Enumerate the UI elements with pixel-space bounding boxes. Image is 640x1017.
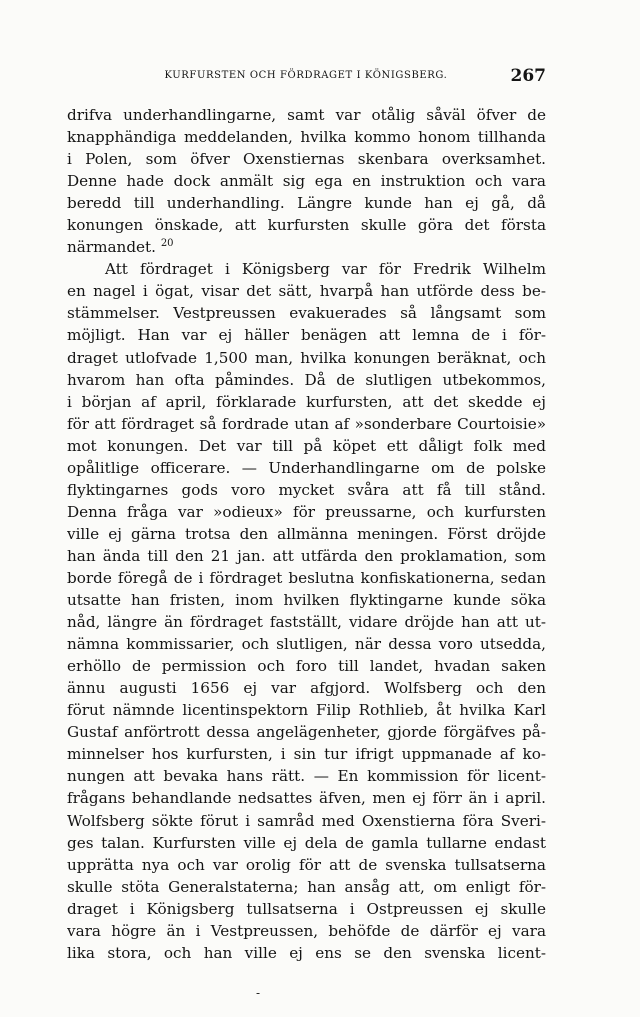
page-header — [66, 66, 546, 90]
text-line — [67, 721, 546, 743]
text-line-content: knapphändiga meddelanden, hvilka kommo honom tillhanda — [67, 128, 546, 147]
text-line-content: borde föregå de i fördraget beslutna konfiskationerna, sedan — [67, 568, 546, 587]
text-line — [67, 324, 546, 346]
text-line — [67, 523, 546, 545]
text-line-content: förut nämnde licentinspektorn Filip Rothlieb, åt hvilka Karl — [67, 701, 546, 720]
text-line-content: Wolfsberg sökte förut i samråd med Oxenstierna föra Sveri- — [67, 811, 546, 830]
text-line — [67, 214, 546, 236]
bottom-mark: - — [256, 986, 261, 1000]
footnote-reference: 20 — [160, 238, 174, 250]
text-line — [67, 567, 546, 589]
text-line-content: utsatte han fristen, inom hvilken flyktingarne kunde söka — [67, 591, 546, 610]
body-text — [67, 104, 546, 964]
text-line — [67, 655, 546, 677]
running-title: KURFURSTEN OCH FÖRDRAGET I KÖNIGSBERG. — [164, 70, 448, 81]
text-line-content: vara högre än i Vestpreussen, behöfde de därför ej vara — [67, 921, 546, 940]
text-line-content: nungen att bevaka hans rätt. — En kommission för licent- — [67, 767, 546, 786]
text-line-content: ges talan. Kurfursten ville ej dela de gamla tullarne endast — [67, 833, 546, 852]
text-line — [67, 302, 546, 324]
text-line — [67, 699, 546, 721]
text-line-content: skulle stöta Generalstaterna; han ansåg att, om enligt för- — [67, 877, 546, 896]
text-line — [67, 898, 546, 920]
text-line-content: mot konungen. Det var till på köpet ett dåligt folk med — [67, 436, 546, 455]
text-line-content: ville ej gärna trotsa den allmänna meningen. Först dröjde — [67, 524, 546, 543]
text-line-content: opålitlige officerare. — Underhandlingarne om de polske — [67, 458, 546, 477]
text-line — [67, 876, 546, 898]
text-line — [67, 854, 546, 876]
text-line-content: Denna fråga var »odieux» för preussarne, och kurfursten — [67, 502, 546, 521]
text-line — [67, 391, 546, 413]
text-line-content: frågans behandlande nedsattes äfven, men ej förr än i april. — [67, 789, 546, 808]
text-line — [67, 611, 546, 633]
text-line — [67, 413, 546, 435]
text-line-content: minnelser hos kurfursten, i sin tur ifrigt uppmanade af ko- — [67, 745, 546, 764]
text-line — [67, 677, 546, 699]
text-line — [67, 369, 546, 391]
text-line-content: han ända till den 21 jan. att utfärda den proklamation, som — [67, 546, 546, 565]
text-line — [67, 633, 546, 655]
text-line-content: hvarom han ofta påmindes. Då de slutligen utbekommos, — [67, 370, 546, 389]
text-line — [67, 170, 546, 192]
text-line — [67, 589, 546, 611]
text-line — [67, 126, 546, 148]
text-line-content: närmandet. — [67, 238, 156, 257]
text-line-content: flyktingarnes gods voro mycket svåra att få till stånd. — [67, 480, 546, 499]
text-line-content: beredd till underhandling. Längre kunde han ej gå, då — [67, 194, 546, 213]
text-line-content: draget i Königsberg tullsatserna i Ostpreussen ej skulle — [67, 899, 546, 918]
text-line-content: Gustaf anförtrott dessa angelägenheter, gjorde förgäfves på- — [67, 723, 546, 742]
text-line — [67, 545, 546, 567]
text-line — [67, 787, 546, 809]
text-line — [67, 192, 546, 214]
text-line — [67, 104, 546, 126]
text-line-content: stämmelser. Vestpreussen evakuerades så långsamt som — [67, 304, 546, 323]
text-line — [67, 258, 546, 280]
text-line — [67, 920, 546, 942]
text-line — [67, 832, 546, 854]
text-line-content: Denne hade dock anmält sig ega en instruktion och vara — [67, 172, 546, 191]
text-line — [67, 457, 546, 479]
text-line — [67, 236, 546, 258]
text-line — [67, 501, 546, 523]
text-line — [67, 280, 546, 302]
text-line-content: lika stora, och han ville ej ens se den svenska licent- — [67, 943, 546, 962]
text-line-content: Att fördraget i Königsberg var för Fredrik Wilhelm — [105, 260, 546, 279]
text-line-content: en nagel i ögat, visar det sätt, hvarpå han utförde dess be- — [67, 282, 546, 301]
page-number: 267 — [510, 66, 546, 86]
text-line-content: draget utlofvade 1,500 man, hvilka konungen beräknat, och — [67, 348, 546, 367]
text-line — [67, 942, 546, 964]
text-line-content: för att fördraget så fordrade utan af »sonderbare Courtoisie» — [67, 414, 546, 433]
text-line-content: konungen önskade, att kurfursten skulle göra det första — [67, 216, 546, 235]
text-line — [67, 148, 546, 170]
text-line — [67, 479, 546, 501]
text-line-content: möjligt. Han var ej häller benägen att lemna de i för- — [67, 326, 546, 345]
text-line-content: i Polen, som öfver Oxenstiernas skenbara overksamhet. — [67, 150, 546, 169]
text-line-content: ännu augusti 1656 ej var afgjord. Wolfsberg och den — [67, 679, 546, 698]
text-line — [67, 435, 546, 457]
text-line-content: upprätta nya och var orolig för att de svenska tullsatserna — [67, 855, 546, 874]
text-line — [67, 810, 546, 832]
text-line-content: nämna kommissarier, och slutligen, när dessa voro utsedda, — [67, 635, 546, 654]
text-line — [67, 347, 546, 369]
text-line — [67, 765, 546, 787]
text-line-content: i början af april, förklarade kurfursten, att det skedde ej — [67, 392, 546, 411]
text-line — [67, 743, 546, 765]
text-line-content: drifva underhandlingarne, samt var otålig såväl öfver de — [67, 106, 546, 124]
text-line-content: erhöllo de permission och foro till landet, hvadan saken — [67, 657, 546, 676]
text-line-content: nåd, längre än fördraget fastställt, vidare dröjde han att ut- — [67, 613, 546, 632]
